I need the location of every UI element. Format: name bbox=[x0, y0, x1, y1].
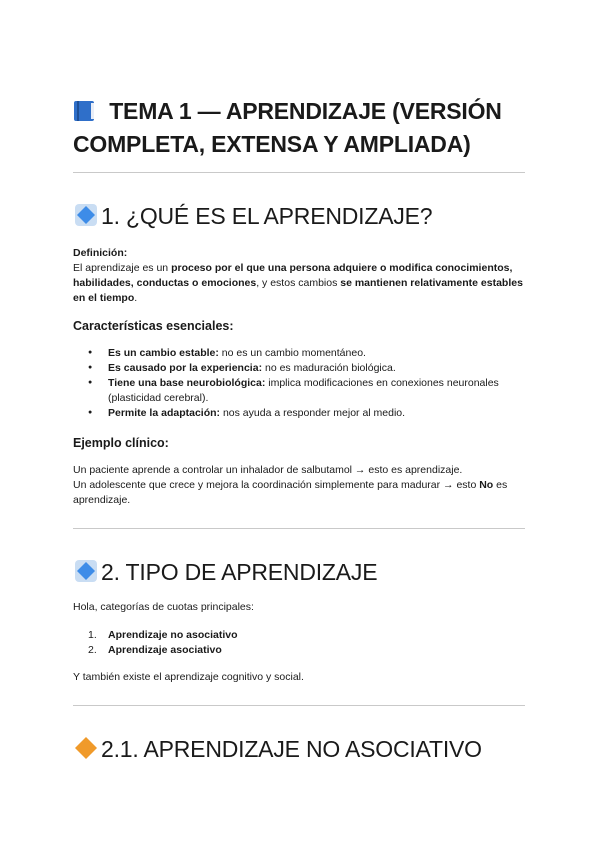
definition-block bbox=[73, 246, 525, 306]
example-heading: Ejemplo clínico: bbox=[73, 436, 169, 450]
blue-diamond-icon bbox=[73, 557, 101, 587]
blue-book-icon bbox=[73, 98, 109, 124]
section-2-title: 2. TIPO DE APRENDIZAJE bbox=[101, 559, 378, 585]
example-block bbox=[73, 463, 525, 508]
section-2-intro: Hola, categorías de cuotas principales: bbox=[73, 601, 254, 613]
divider bbox=[73, 705, 525, 706]
section-2-1-title: 2.1. APRENDIZAJE NO ASOCIATIVO bbox=[101, 736, 482, 762]
section-2-1-heading bbox=[73, 734, 533, 764]
definition-text: El aprendizaje es un proceso por el que una persona adquiere o modifica conocimientos, habilidades, conductas o emociones, y estos cambios se mantienen relativamente estables en el tiempo. bbox=[73, 262, 523, 304]
list-item: ● Permite la adaptación: nos ayuda a responder mejor al medio. bbox=[73, 406, 525, 421]
section-1-heading bbox=[73, 201, 533, 231]
blue-diamond-icon bbox=[73, 201, 101, 231]
definition-label: Definición: bbox=[73, 247, 128, 259]
list-item: ● Es causado por la experiencia: no es maduración biológica. bbox=[73, 361, 525, 376]
list-item: ● Tiene una base neurobiológica: implica modificaciones en conexiones neuronales (plasticidad cerebral). bbox=[73, 376, 525, 406]
types-list bbox=[73, 628, 525, 658]
section-2-heading bbox=[73, 557, 533, 587]
orange-diamond-icon bbox=[73, 734, 101, 764]
list-item: 1. Aprendizaje no asociativo bbox=[88, 629, 238, 641]
characteristics-heading: Características esenciales: bbox=[73, 319, 234, 333]
title-line1: TEMA 1 — APRENDIZAJE (VERSIÓN bbox=[109, 98, 502, 124]
section-2-outro: Y también existe el aprendizaje cognitivo y social. bbox=[73, 671, 304, 683]
list-item: ● Es un cambio estable: no es un cambio momentáneo. bbox=[73, 346, 525, 361]
divider bbox=[73, 172, 525, 173]
list-item: 2. Aprendizaje asociativo bbox=[88, 644, 222, 656]
document-title bbox=[73, 95, 525, 161]
divider bbox=[73, 528, 525, 529]
characteristics-list bbox=[73, 346, 525, 421]
example-line-2: Un adolescente que crece y mejora la coordinación simplemente para madurar → esto No es aprendizaje. bbox=[73, 479, 508, 506]
example-line-1: Un paciente aprende a controlar un inhalador de salbutamol → esto es aprendizaje. bbox=[73, 464, 463, 476]
section-1-title: 1. ¿QUÉ ES EL APRENDIZAJE? bbox=[101, 203, 433, 229]
title-line2: COMPLETA, EXTENSA Y AMPLIADA) bbox=[73, 131, 471, 157]
